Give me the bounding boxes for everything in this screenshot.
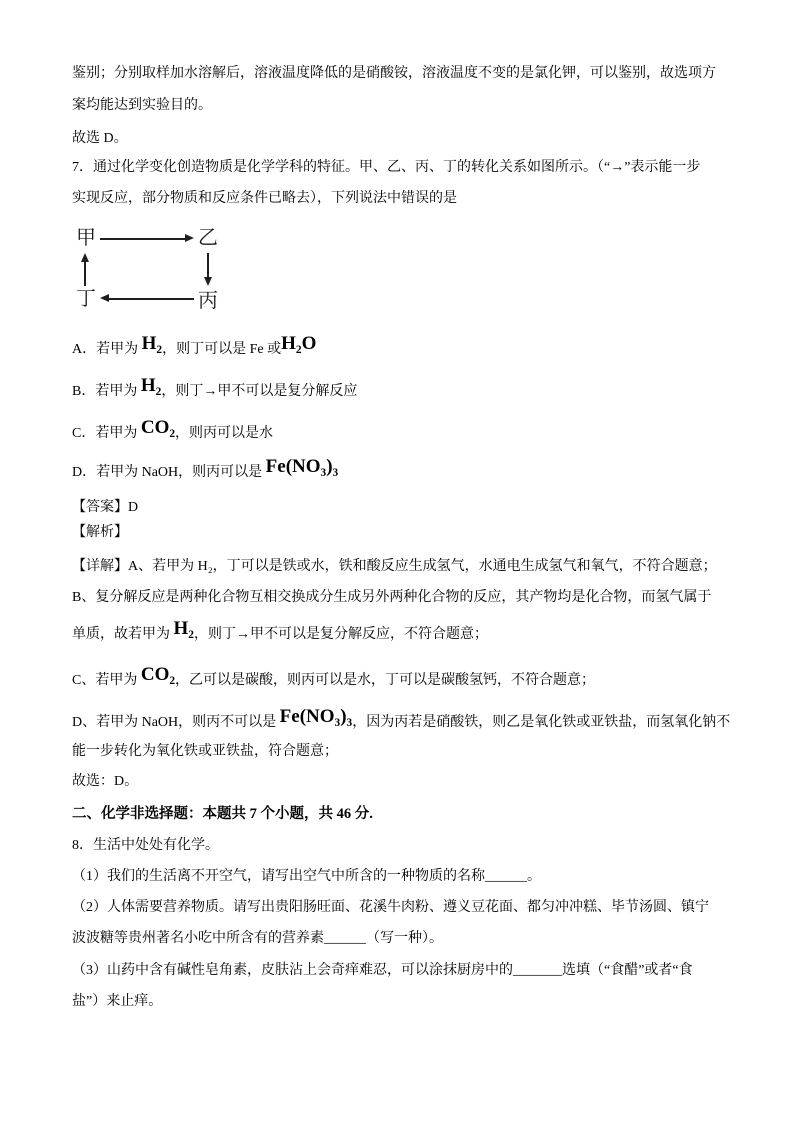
q7-option-d [72,456,339,482]
answer-label: 【答案】 [72,500,128,515]
q7-detail-d-line2: 能一步转化为氧化铁或亚铁盐，符合题意； [72,744,338,759]
prev-answer-conclusion: 故选 D。 [72,131,128,146]
q8-part3-line2: 盐”）来止痒。 [72,994,163,1009]
formula-fe-no3-3: Fe(NO₃)₃ [265,456,339,477]
option-c-text: C．若甲为 [72,426,141,441]
section-2-heading: 二、化学非选择题：本题共 7 个小题，共 46 分. [72,806,373,822]
diagram-node-jia: 甲 [76,227,96,249]
formula-h2: H₂ [173,618,194,639]
detail-c-text: C、若甲为 [72,673,141,688]
option-a-text-mid: ，则丁可以是 Fe 或 [162,342,282,357]
q7-detail-b-line1: B、复分解反应是两种化合物互相交换成分生成另外两种化合物的反应，其产物均是化合物，而氢气属于 [72,590,712,605]
detail-b-text-suffix: ，则丁→甲不可以是复分解反应，不符合题意； [193,627,488,642]
detail-c-text-suffix: ，乙可以是碳酸，则丙可以是水，丁可以是碳酸氢钙，不符合题意； [175,673,596,688]
q7-option-c [72,417,274,443]
detail-b-text: 单质，故若甲为 [72,627,174,642]
diagram-node-bing: 丙 [198,290,218,312]
formula-h2: H₂ [140,375,162,396]
detail-d-text-suffix: ，因为丙若是硝酸铁，则乙是氧化铁或亚铁盐，而氢氧化钠不 [352,715,731,730]
formula-h2o: H₂O [281,333,317,354]
q7-stem-line-1: 7．通过化学变化创造物质是化学学科的特征。甲、乙、丙、丁的转化关系如图所示。（“→”表示能一步 [72,160,701,175]
q8-part1: （1）我们的生活离不开空气，请写出空气中所含的一种物质的名称______。 [72,869,541,884]
q7-detail-d-line1 [72,706,731,732]
q7-option-a [72,333,317,359]
q7-transformation-diagram [76,226,226,316]
q7-option-b [72,375,358,401]
q7-stem-line-2: 实现反应，部分物质和反应条件已略去），下列说法中错误的是 [72,191,457,206]
option-d-text: D．若甲为 NaOH，则丙可以是 [72,465,266,480]
q8-part3-line1: （3）山药中含有碱性皂角素，皮肤沾上会奇痒难忍，可以涂抹厨房中的_______选填（“食醋”或者“食 [72,963,693,978]
diagram-node-ding: 丁 [76,288,96,310]
q8-part2-line1: （2）人体需要营养物质。请写出贵阳肠旺面、花溪牛肉粉、遵义豆花面、都匀冲冲糕、毕节汤圆、镇宁 [72,900,709,915]
q7-detail-b-line2 [72,618,488,644]
option-a-text: A．若甲为 [72,342,142,357]
q8-stem: 8．生活中处处有化学。 [72,838,219,853]
prev-answer-line-1: 鉴别；分别取样加水溶解后，溶液温度降低的是硝酸铵，溶液温度不变的是氯化钾，可以鉴别，故选项方 [72,66,716,81]
q8-part2-line2: 波波糖等贵州著名小吃中所含有的营养素______（写一种）。 [72,931,443,946]
q7-detail-a: 【详解】A、若甲为 H₂，丁可以是铁或水，铁和酸反应生成氢气，水通电生成氢气和氧气，不符合题意； [72,559,717,574]
formula-fe-no3-3: Fe(NO₃)₃ [279,706,353,727]
q7-answer-line [72,498,138,517]
option-b-text: B．若甲为 [72,384,141,399]
detail-d-text: D、若甲为 NaOH，则丙不可以是 [72,715,280,730]
answer-value: D [128,500,139,515]
q7-detail-c [72,664,596,690]
formula-co2: CO₂ [140,417,176,438]
diagram-node-yi: 乙 [198,227,218,249]
formula-h2: H₂ [141,333,163,354]
q7-analysis-label: 【解析】 [72,525,128,540]
option-b-text-suffix: ，则丁→甲不可以是复分解反应 [161,384,358,399]
prev-answer-line-2: 案均能达到实验目的。 [72,98,212,113]
q7-detail-conclusion: 故选：D。 [72,774,139,789]
formula-co2: CO₂ [140,664,176,685]
option-c-text-suffix: ，则丙可以是水 [175,426,274,441]
